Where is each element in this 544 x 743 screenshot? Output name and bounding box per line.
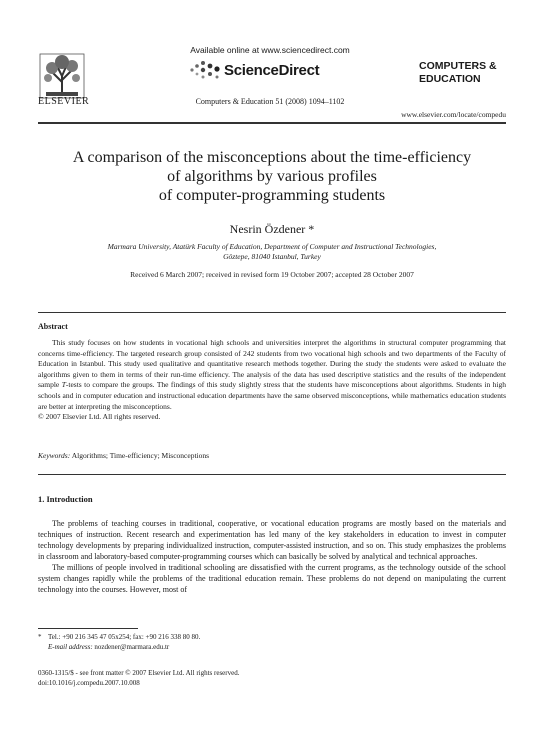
- footnote-marker: *: [38, 633, 42, 641]
- title-line-1: A comparison of the misconceptions about the time-efficiency: [72, 149, 472, 166]
- doi-link[interactable]: doi:10.1016/j.compedu.2007.10.008: [38, 679, 140, 687]
- keywords-label: Keywords:: [38, 451, 71, 460]
- abstract-body: [38, 338, 506, 423]
- author-name[interactable]: Nesrin Özdener *: [229, 222, 315, 236]
- abstract-bottom-divider: [38, 474, 506, 475]
- journal-url-link[interactable]: www.elsevier.com/locate/compedu: [401, 110, 506, 119]
- abstract-paragraph: [38, 338, 506, 412]
- footnote-contact: [38, 632, 338, 642]
- footnote-divider: [38, 628, 138, 629]
- title-line-2: of algorithms by various profiles: [167, 168, 377, 185]
- sciencedirect-dots-icon: [188, 60, 224, 80]
- footnote-email-line: [38, 642, 338, 652]
- article-title: [30, 148, 514, 205]
- journal-name-line1: COMPUTERS &: [419, 60, 497, 72]
- received-dates: Received 6 March 2007; received in revised form 19 October 2007; accepted 28 October 2007: [130, 270, 414, 279]
- keywords-list: Algorithms; Time-efficiency; Misconceptions: [71, 451, 210, 460]
- journal-name: [419, 60, 497, 86]
- publisher-name: ELSEVIER: [38, 96, 90, 107]
- abstract-copyright: © 2007 Elsevier Ltd. All rights reserved.: [38, 412, 161, 422]
- title-line-3: of computer-programming students: [158, 187, 386, 204]
- footnote-tel: Tel.: +90 216 345 47 05x254; fax: +90 216 338 80 80.: [48, 633, 201, 641]
- header-divider: [38, 122, 506, 124]
- affiliation-line-2: Göztepe, 81040 Istanbul, Turkey: [223, 252, 321, 261]
- affiliation-line-1: Marmara University, Atatürk Faculty of Education, Department of Computer and Instructional Technologies,: [107, 242, 437, 251]
- issn-line: 0360-1315/$ - see front matter © 2007 Elsevier Ltd. All rights reserved.: [38, 669, 240, 677]
- introduction-paragraph-1: The problems of teaching courses in traditional, cooperative, or vocational education programs are mostly based on the materials and techniques of instruction. Recent research and experimentation has led many of the key stakeholders in education to invest in computer technology developments by preparing individualized instruction, computer-assisted instruction, and so on. This study emphasizes the problems in classroom and laboratory-based computer-programming courses which can basically be solved by analytical and technical approaches.: [38, 519, 506, 561]
- author-footnote: [38, 632, 338, 652]
- author-affiliation: [60, 242, 484, 262]
- available-online-text[interactable]: Available online at www.sciencedirect.com: [190, 45, 350, 55]
- abstract-heading: Abstract: [38, 322, 68, 331]
- sciencedirect-logo-text: ScienceDirect: [224, 62, 320, 79]
- journal-citation: Computers & Education 51 (2008) 1094–1102: [195, 97, 345, 106]
- introduction-body: [38, 518, 506, 595]
- abstract-t-letter: T: [61, 380, 66, 390]
- abstract-top-divider: [38, 312, 506, 313]
- introduction-paragraph-2: The millions of people involved in traditional schooling are dissatisfied with the current programs, as the technology outside of the school system changes rapidly while the problems of the traditional education remain. These problems do not depend on manipulating the current technology into the courses. However, most of: [38, 563, 506, 594]
- footnote-email-label: E-mail address:: [48, 643, 93, 651]
- issn-doi-block: [38, 668, 398, 688]
- section-heading-introduction: 1. Introduction: [38, 494, 93, 504]
- journal-name-line2: EDUCATION: [419, 73, 481, 85]
- keywords-line: [38, 451, 506, 460]
- footnote-email-link[interactable]: nozdener@marmara.edu.tr: [94, 643, 170, 651]
- abstract-text-part1: This study focuses on how students in vocational high schools and universities interpret the algorithms in structural computer programming that concerns time-efficiency. The targeted research group consisted of 242 students from two vocational high schools and two departments of the Faculty of Education in Istanbul. This study used qualitative and quantitative research methods together. During the study the students were asked to evaluate the algorithms given to them in terms of their run-time efficiency. The analysis of the data has used descriptive statistics and the results of the independent sample: [38, 338, 506, 390]
- abstract-text-part2: -tests to compare the groups. The findings of this study slightly stress that the students have misconceptions about algorithms. Students in high schools and in computer education and instructional education departments have the same observed misconceptions, while mathematics education students are better at interpreting the misconceptions.: [38, 380, 506, 411]
